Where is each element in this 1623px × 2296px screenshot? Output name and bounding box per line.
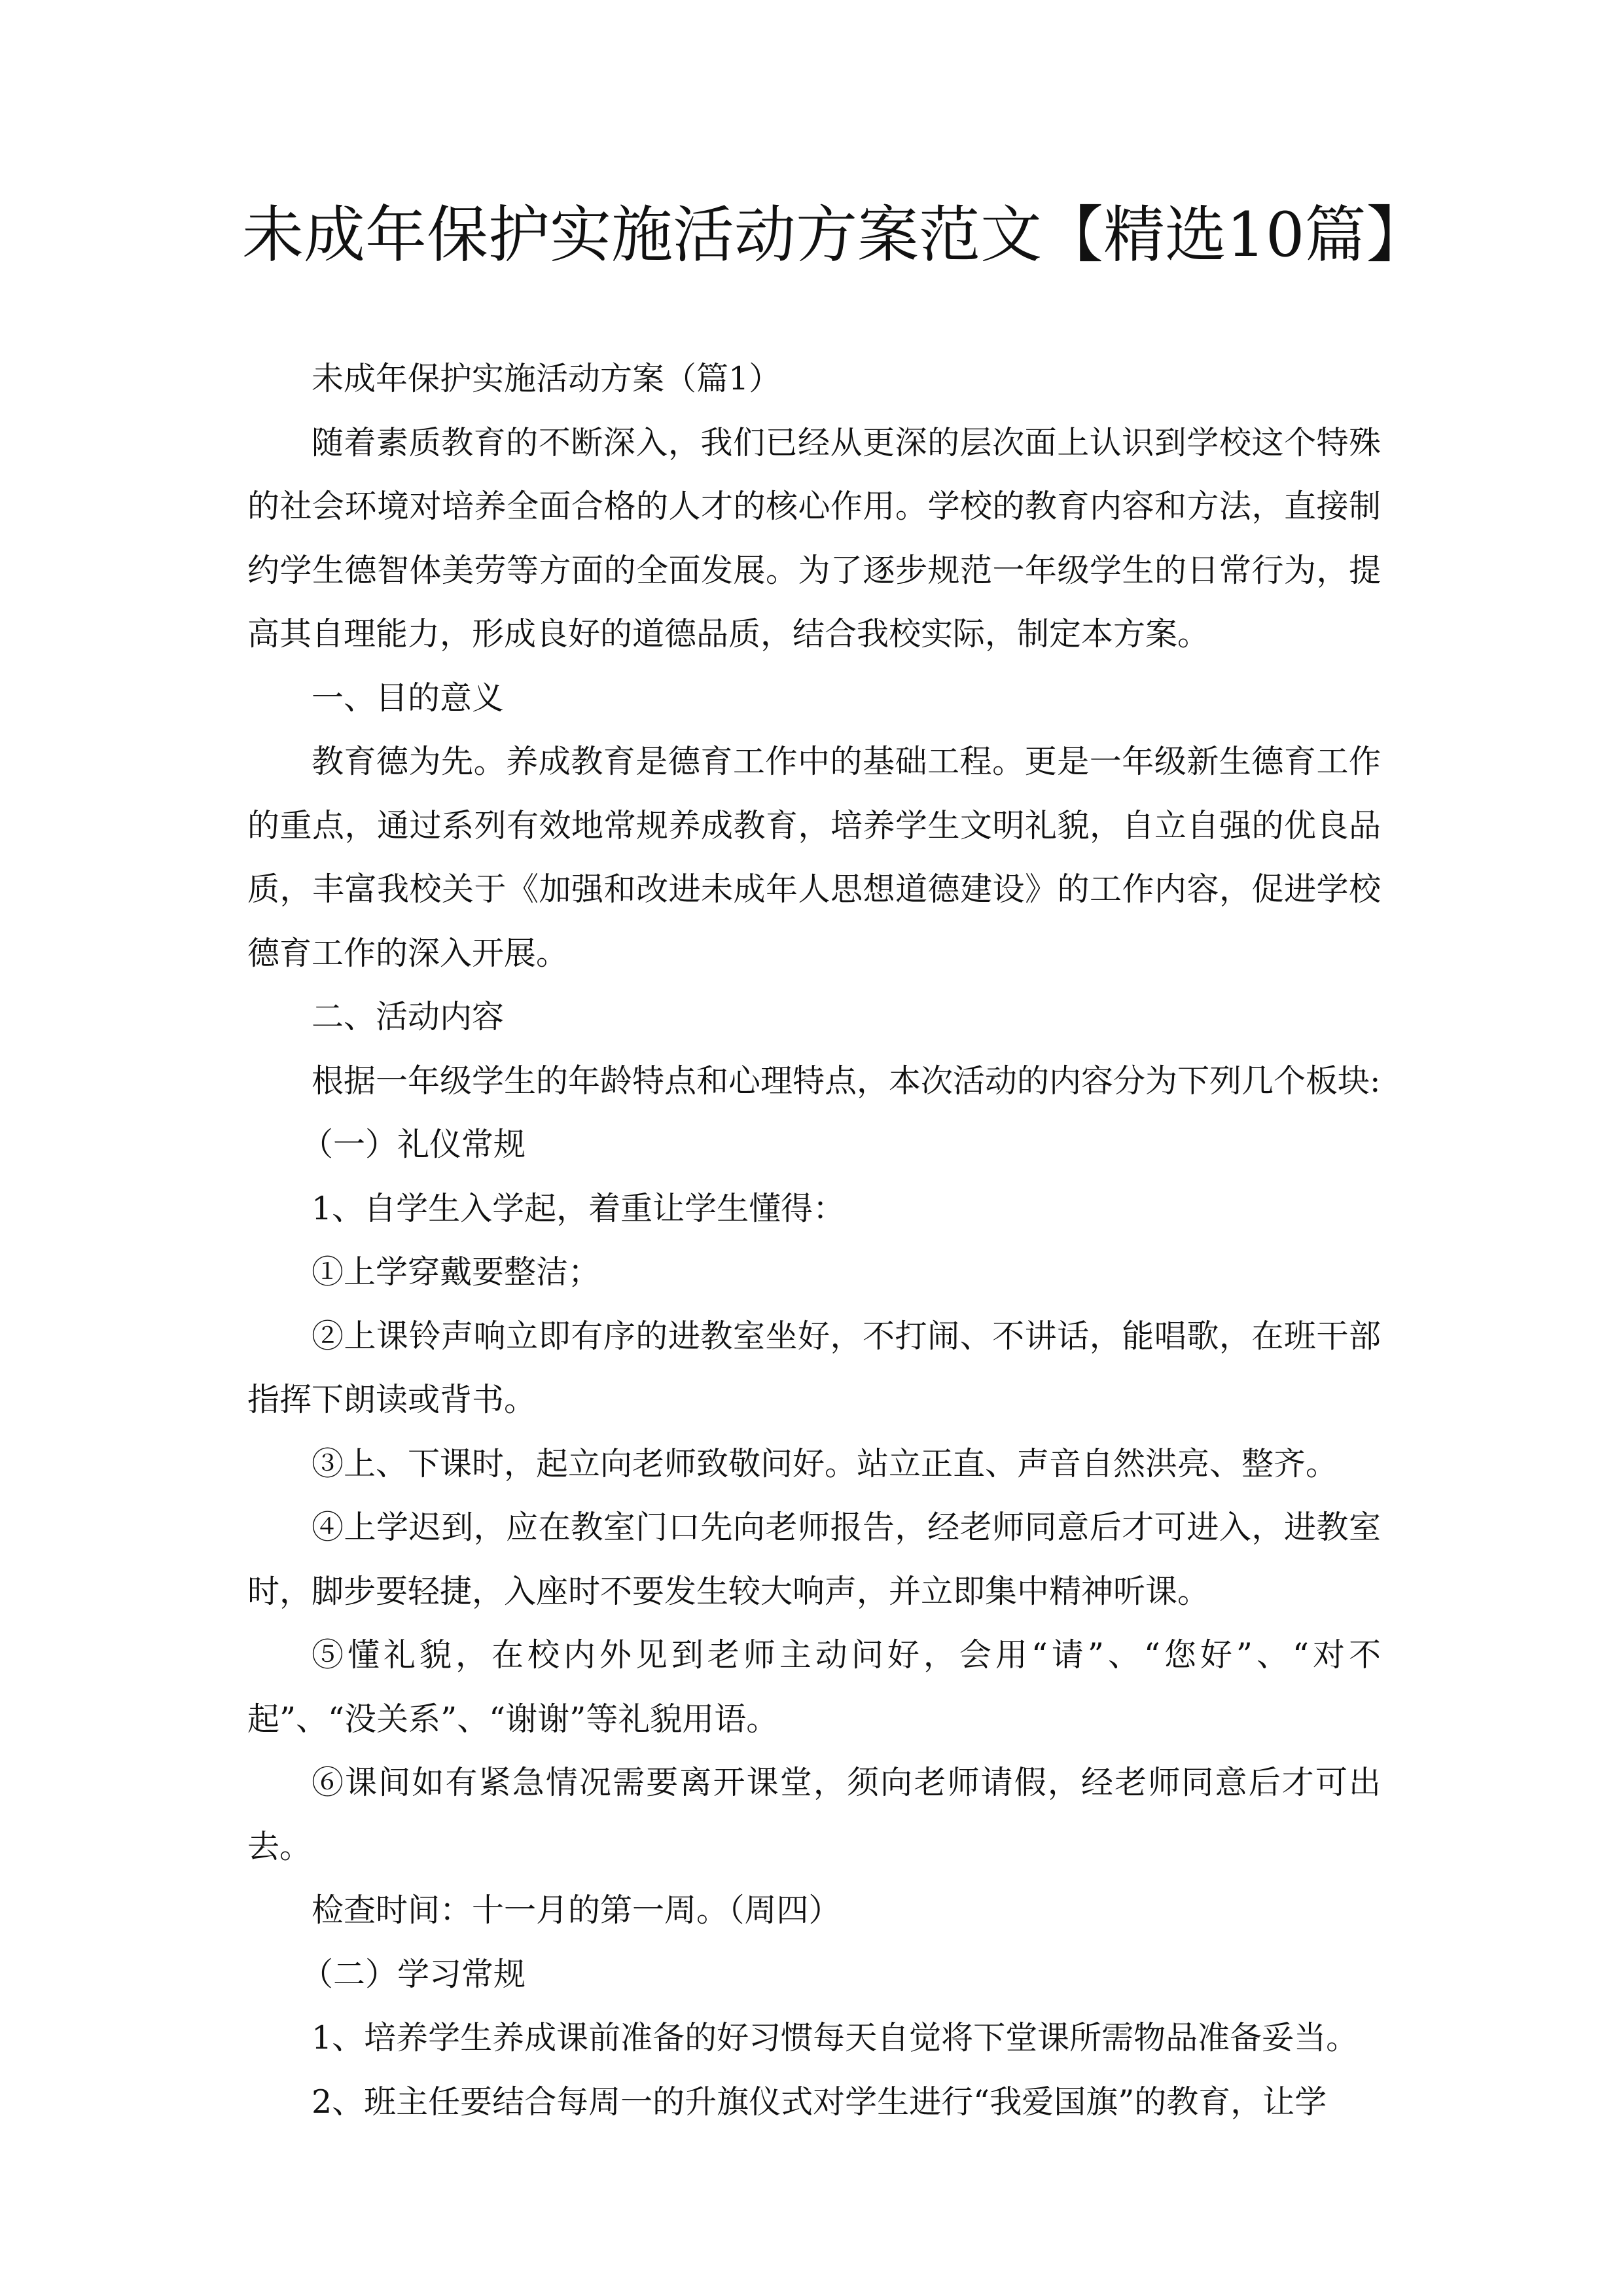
- list-item: 1、自学生入学起，着重让学生懂得：: [312, 1189, 846, 1227]
- subsection-heading: （二）学习常规: [301, 1955, 526, 1993]
- list-item: ①上学穿戴要整洁；: [312, 1253, 601, 1291]
- list-item: 2、班主任要结合每周一的升旗仪式对学生进行“我爱国旗”的教育，让学: [312, 2083, 1327, 2121]
- paragraph: 随着素质教育的不断深入，我们已经从更深的层次面上认识到学校这个特殊的社会环境对培养全面合格的人才的核心作用。学校的教育内容和方法，直接制约学生德智体美劳等方面的全面发展。为了逐步规范一年级学生的日常行为，提高其自理能力，形成良好的道德品质，结合我校实际，制定本方案。: [247, 423, 1381, 653]
- section-heading: 二、活动内容: [312, 998, 505, 1035]
- paragraph: 检查时间：十一月的第一周。（周四）: [312, 1892, 841, 1929]
- section-heading: 未成年保护实施活动方案（篇1）: [312, 360, 781, 397]
- list-item: ④上学迟到，应在教室门口先向老师报告，经老师同意后才可进入，进教室时，脚步要轻捷，入座时不要发生较大响声，并立即集中精神听课。: [247, 1509, 1381, 1610]
- paragraph: 教育德为先。养成教育是德育工作中的基础工程。更是一年级新生德育工作的重点，通过系列有效地常规养成教育，培养学生文明礼貌，自立自强的优良品质，丰富我校关于《加强和改进未成年人思想道德建设》的工作内容，促进学校德育工作的深入开展。: [247, 743, 1381, 972]
- list-item: ⑥课间如有紧急情况需要离开课堂，须向老师请假，经老师同意后才可出去。: [247, 1764, 1381, 1865]
- section-heading: 一、目的意义: [312, 679, 505, 717]
- list-item: 1、培养学生养成课前准备的好习惯每天自觉将下堂课所需物品准备妥当。: [312, 2019, 1359, 2056]
- document-title: 未成年保护实施活动方案范文【精选10篇】: [242, 200, 1428, 271]
- list-item: ③上、下课时，起立向老师致敬问好。站立正直、声音自然洪亮、整齐。: [312, 1444, 1338, 1482]
- list-item: ⑤懂礼貌，在校内外见到老师主动问好，会用“请”、“您好”、“对不起”、“没关系”、“谢谢”等礼貌用语。: [247, 1636, 1381, 1738]
- subsection-heading: （一）礼仪常规: [301, 1126, 526, 1163]
- paragraph: 根据一年级学生的年龄特点和心理特点，本次活动的内容分为下列几个板块:: [312, 1062, 1381, 1100]
- list-item: ②上课铃声响立即有序的进教室坐好，不打闹、不讲话，能唱歌，在班干部指挥下朗读或背书。: [247, 1317, 1381, 1418]
- document-body: [247, 347, 1381, 2134]
